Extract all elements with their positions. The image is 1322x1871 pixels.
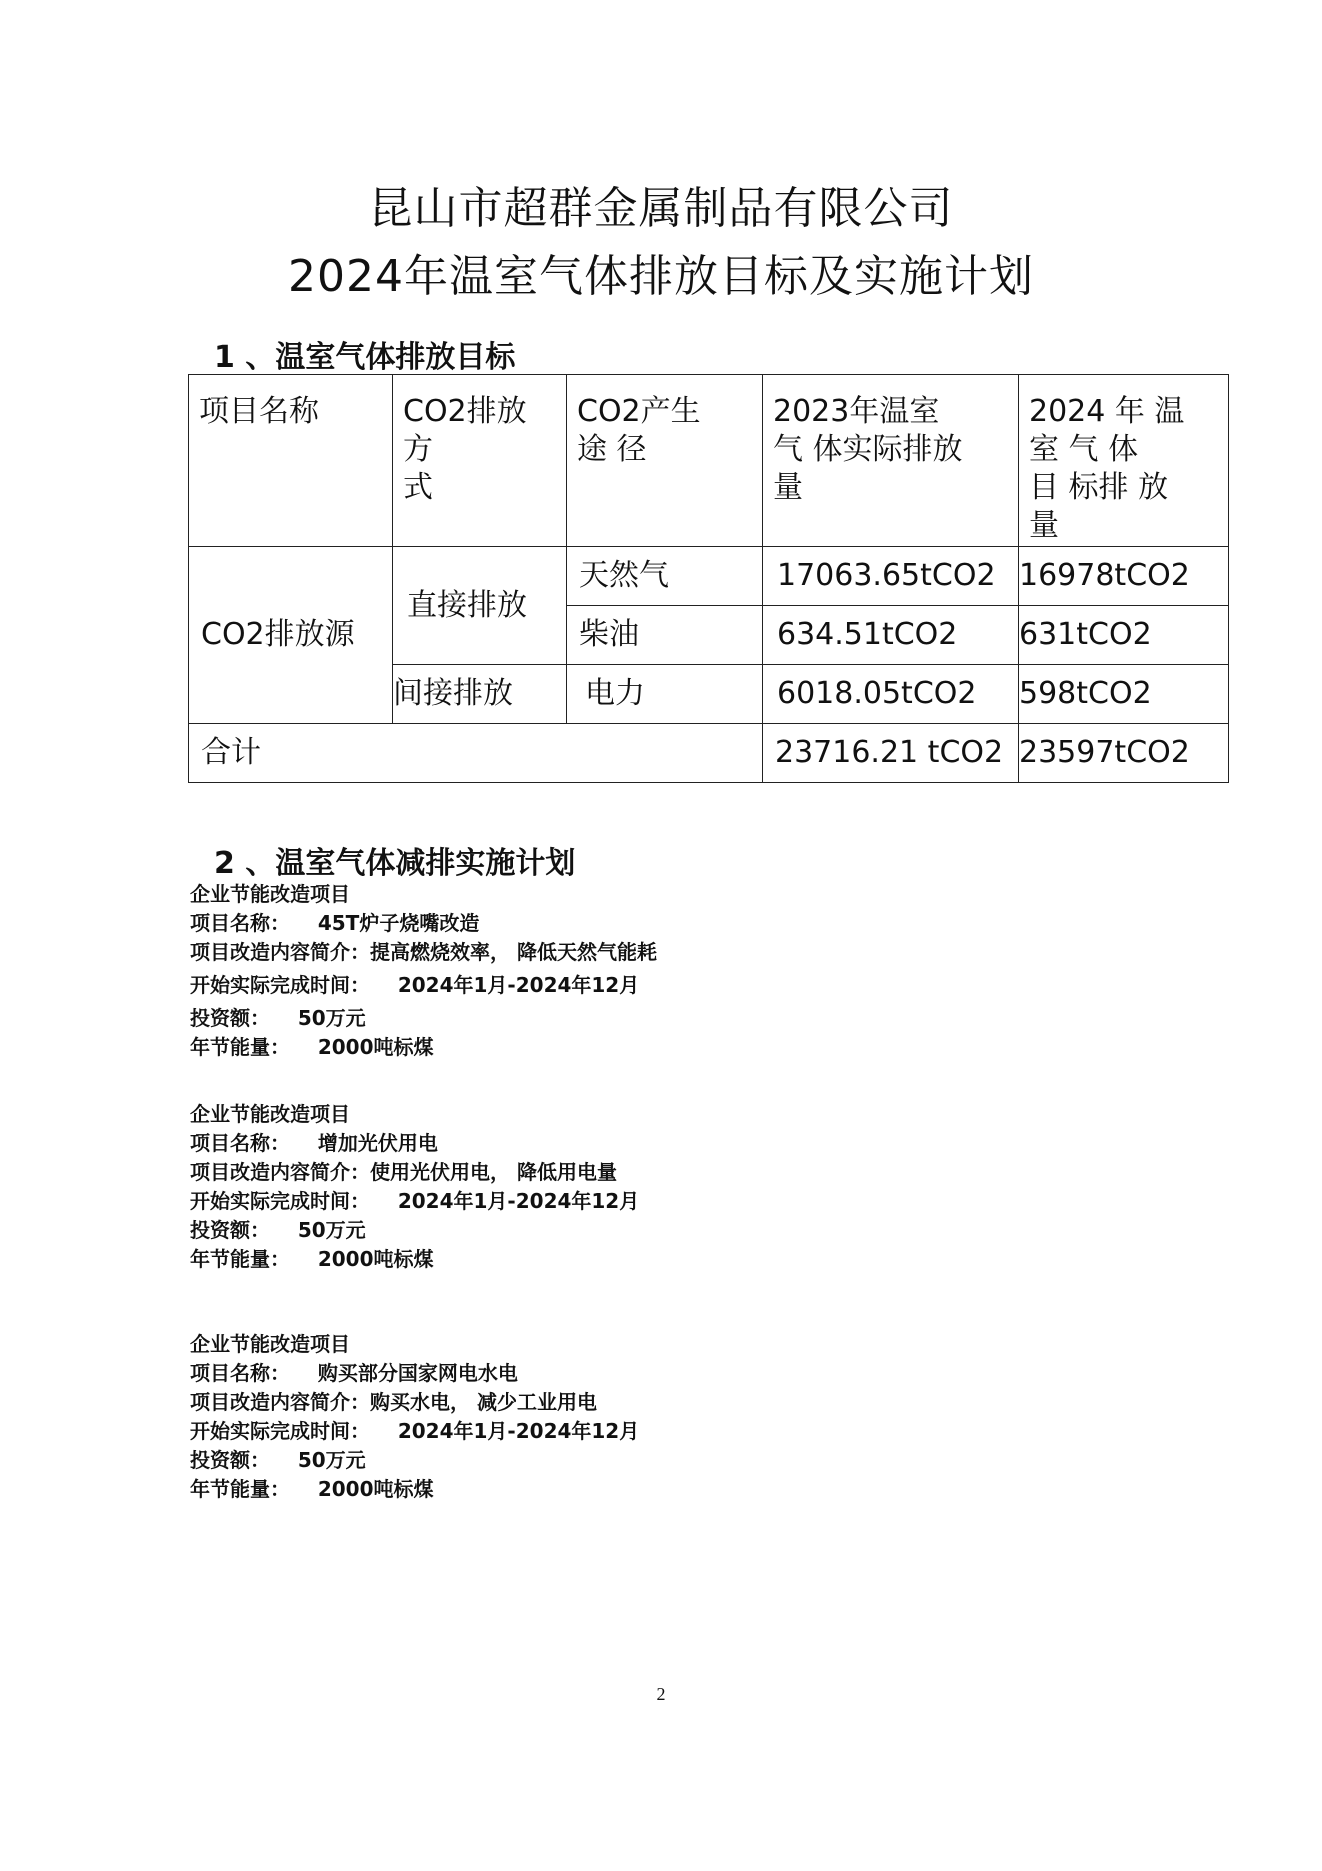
header-source-path: CO2产生 途 径 xyxy=(567,375,763,547)
project-block xyxy=(190,880,657,1062)
header-actual-2023: 2023年温室 气 体实际排放 量 xyxy=(763,375,1019,547)
section-1-heading: 1 、温室气体排放目标 xyxy=(214,340,516,375)
page-number: 2 xyxy=(656,1684,666,1704)
direct-emission-label: 直接排放 xyxy=(393,547,567,665)
indirect-emission-label: 间接排放 xyxy=(393,665,567,724)
project-category: 企业节能改造项目 xyxy=(190,882,350,906)
section-2-heading: 2 、温室气体减排实施计划 xyxy=(214,846,576,881)
project-name: 项目名称： 增加光伏用电 xyxy=(190,1131,438,1155)
header-target-2024: 2024 年 温 室 气 体 目 标排 放 量 xyxy=(1019,375,1229,547)
project-period: 开始实际完成时间： 2024年1月-2024年12月 xyxy=(190,1419,640,1443)
project-investment: 投资额： 50万元 xyxy=(190,1448,366,1472)
project-name: 项目名称： 45T炉子烧嘴改造 xyxy=(190,911,480,935)
actual-2023-cell: 634.51tCO2 xyxy=(763,606,1019,665)
project-block xyxy=(190,1100,639,1274)
header-emission-mode: CO2排放 方 式 xyxy=(393,375,567,547)
total-label: 合计 xyxy=(189,724,763,783)
project-summary: 项目改造内容简介：购买水电， 减少工业用电 xyxy=(190,1390,597,1414)
total-actual-2023: 23716.21 tCO2 xyxy=(763,724,1019,783)
target-2024-cell: 598tCO2 xyxy=(1019,665,1229,724)
document-title-line-1: 昆山市超群金属制品有限公司 xyxy=(368,183,954,234)
source-cell: 天然气 xyxy=(567,547,763,606)
project-annual-saving: 年节能量： 2000吨标煤 xyxy=(190,1477,434,1501)
header-item-name: 项目名称 xyxy=(189,375,393,547)
table-total-row xyxy=(189,724,1229,783)
project-investment: 投资额： 50万元 xyxy=(190,1006,366,1030)
table-row xyxy=(189,547,1229,606)
emission-target-table xyxy=(188,374,1229,783)
project-investment: 投资额： 50万元 xyxy=(190,1218,366,1242)
actual-2023-cell: 6018.05tCO2 xyxy=(763,665,1019,724)
project-category: 企业节能改造项目 xyxy=(190,1332,350,1356)
project-category: 企业节能改造项目 xyxy=(190,1102,350,1126)
project-name: 项目名称： 购买部分国家网电水电 xyxy=(190,1361,518,1385)
source-cell: 电力 xyxy=(567,665,763,724)
source-cell: 柴油 xyxy=(567,606,763,665)
project-summary: 项目改造内容简介：提高燃烧效率， 降低天然气能耗 xyxy=(190,940,657,964)
project-period: 开始实际完成时间： 2024年1月-2024年12月 xyxy=(190,1189,640,1213)
actual-2023-cell: 17063.65tCO2 xyxy=(763,547,1019,606)
table-header-row xyxy=(189,375,1229,547)
project-annual-saving: 年节能量： 2000吨标煤 xyxy=(190,1247,434,1271)
project-period: 开始实际完成时间： 2024年1月-2024年12月 xyxy=(190,973,640,997)
target-2024-cell: 631tCO2 xyxy=(1019,606,1229,665)
project-block xyxy=(190,1330,639,1504)
total-target-2024: 23597tCO2 xyxy=(1019,724,1229,783)
document-title-line-2: 2024年温室气体排放目标及实施计划 xyxy=(288,251,1034,302)
project-summary: 项目改造内容简介：使用光伏用电， 降低用电量 xyxy=(190,1160,617,1184)
emission-source-group-label: CO2排放源 xyxy=(189,547,393,724)
project-annual-saving: 年节能量： 2000吨标煤 xyxy=(190,1035,434,1059)
target-2024-cell: 16978tCO2 xyxy=(1019,547,1229,606)
